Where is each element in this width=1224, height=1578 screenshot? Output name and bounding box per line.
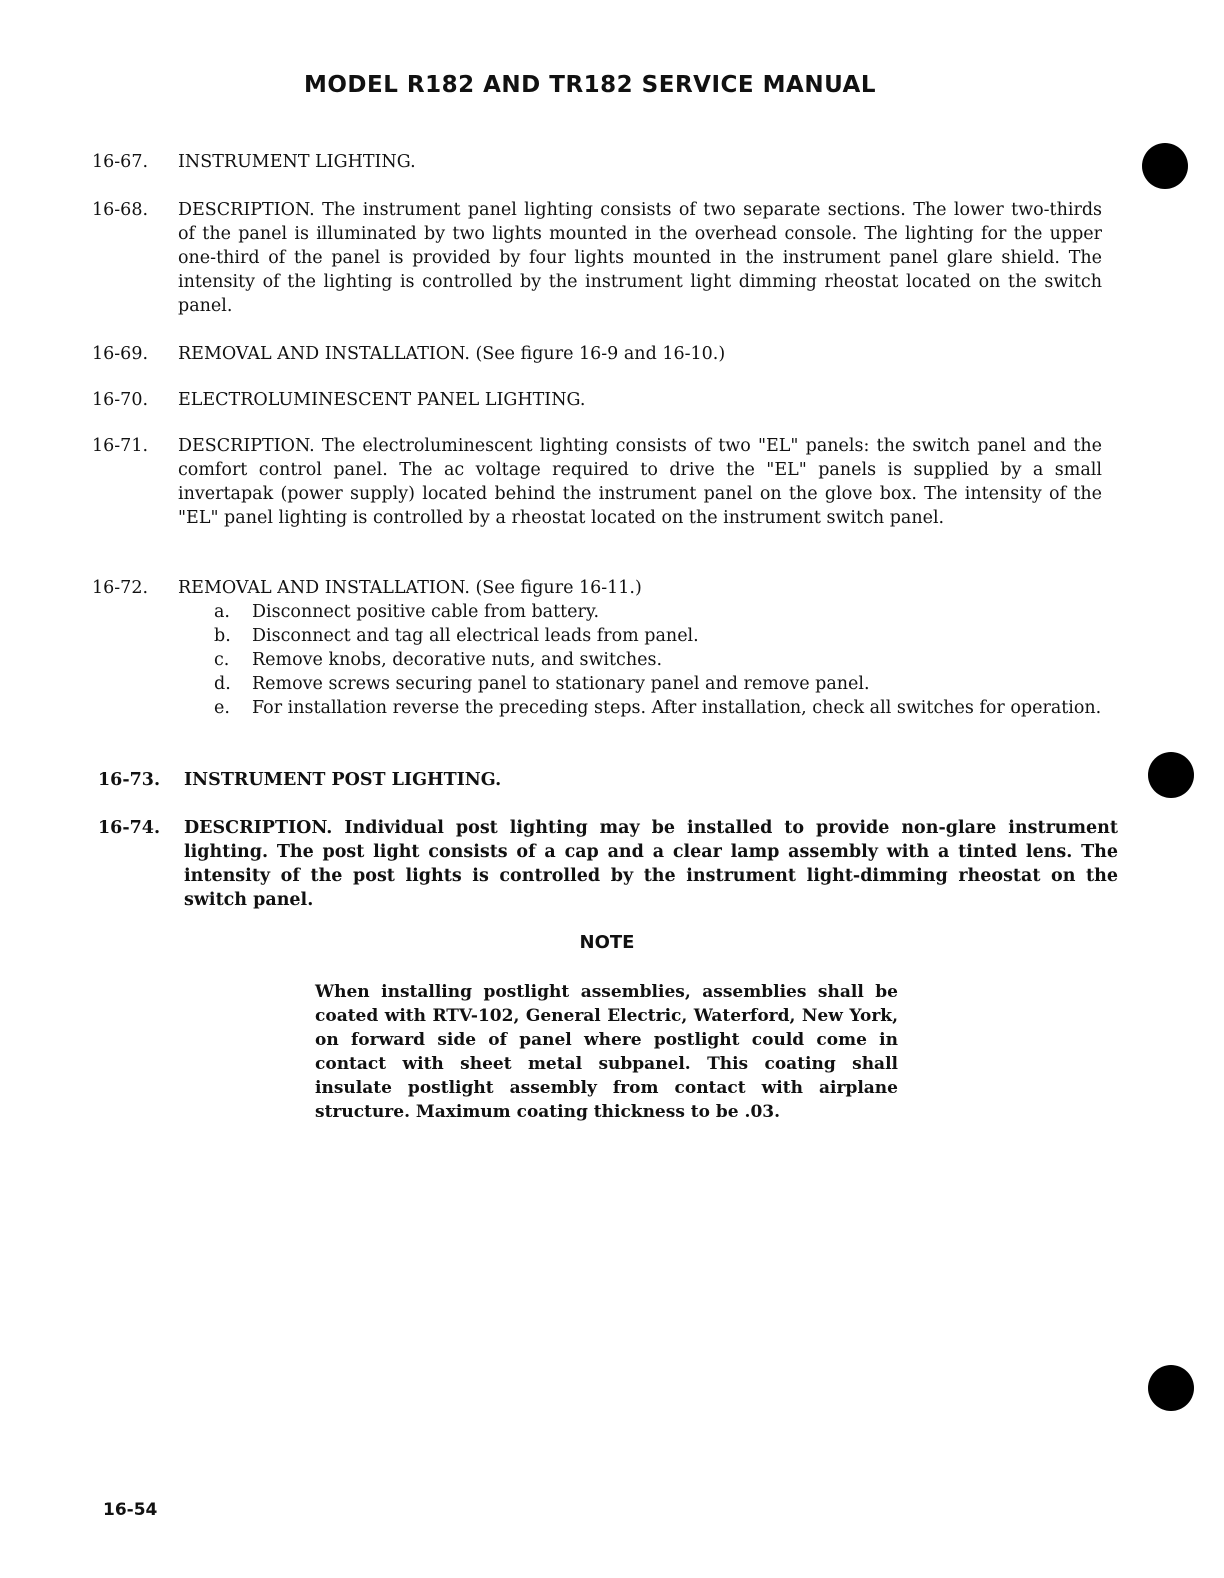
section-number: 16-69. [92,344,149,364]
step-text: Disconnect and tag all electrical leads from panel. [252,626,699,646]
step-letter: d. [214,674,231,694]
section-body: DESCRIPTION. Individual post lighting may be installed to provide non-glare instrument lighting. The post light consists of a cap and a clear lamp assembly with a tinted lens. The intensity of the post lights is controlled by the instrument light-dimming rheostat on the switch panel. [184,818,1118,910]
section-number: 16-72. [92,578,149,598]
section-heading: ELECTROLUMINESCENT PANEL LIGHTING. [178,390,586,410]
list-item [214,624,1109,648]
step-letter: c. [214,650,230,670]
section-body: DESCRIPTION. The electroluminescent lighting consists of two "EL" panels: the switch panel and the comfort control panel. The ac voltage required to drive the "EL" panels is supplied by a small invertapak (power supply) located behind the instrument panel on the glove box. The intensity of the "EL" panel lighting is controlled by a rheostat located on the instrument switch panel. [178,436,1102,528]
section-number: 16-67. [92,152,149,172]
removal-steps-list [214,600,1109,720]
step-letter: b. [214,626,231,646]
step-text: For installation reverse the preceding steps. After installation, check all switches for operation. [252,698,1102,718]
note-heading: NOTE [579,932,635,953]
step-text: Remove knobs, decorative nuts, and switches. [252,650,663,670]
section-heading: INSTRUMENT LIGHTING. [178,152,416,172]
page-number: 16-54 [103,1500,158,1520]
section-number: 16-68. [92,200,149,220]
list-item [214,600,1109,624]
change-bar-bullet [1142,143,1188,189]
change-bar-bullet [1148,1365,1194,1411]
section-16-67 [92,150,1102,174]
note-body: When installing postlight assemblies, assemblies shall be coated with RTV-102, General Electric, Waterford, New York, on forward side of panel where postlight could come in contact with sheet metal subpanel. This coating shall insulate postlight assembly from contact with airplane structure. Maximum coating thickness to be .03. [315,982,898,1122]
section-heading: INSTRUMENT POST LIGHTING. [184,770,502,790]
section-16-70 [92,388,1102,412]
section-16-74 [98,816,1118,912]
section-16-72 [92,576,1102,600]
step-text: Disconnect positive cable from battery. [252,602,600,622]
section-16-73 [98,768,1118,792]
list-item [214,648,1109,672]
step-text: Remove screws securing panel to stationary panel and remove panel. [252,674,870,694]
section-heading: REMOVAL AND INSTALLATION. (See figure 16-9 and 16-10.) [178,344,726,364]
section-number: 16-73. [98,770,161,790]
change-bar-bullet [1148,752,1194,798]
list-item [214,696,1109,720]
section-number: 16-71. [92,436,149,456]
list-item [214,672,1109,696]
section-number: 16-74. [98,818,161,838]
step-letter: e. [214,698,230,718]
section-number: 16-70. [92,390,149,410]
page-title: MODEL R182 AND TR182 SERVICE MANUAL [303,72,876,98]
step-letter: a. [214,602,230,622]
section-body: DESCRIPTION. The instrument panel lighting consists of two separate sections. The lower two-thirds of the panel is illuminated by two lights mounted in the overhead console. The lighting for the upper one-third of the panel is provided by four lights mounted in the instrument panel glare shield. The intensity of the lighting is controlled by the instrument light dimming rheostat located on the switch panel. [178,200,1102,316]
section-heading: REMOVAL AND INSTALLATION. (See figure 16-11.) [178,578,642,598]
section-16-71 [92,434,1102,530]
section-16-68 [92,198,1102,318]
section-16-69 [92,342,1102,366]
